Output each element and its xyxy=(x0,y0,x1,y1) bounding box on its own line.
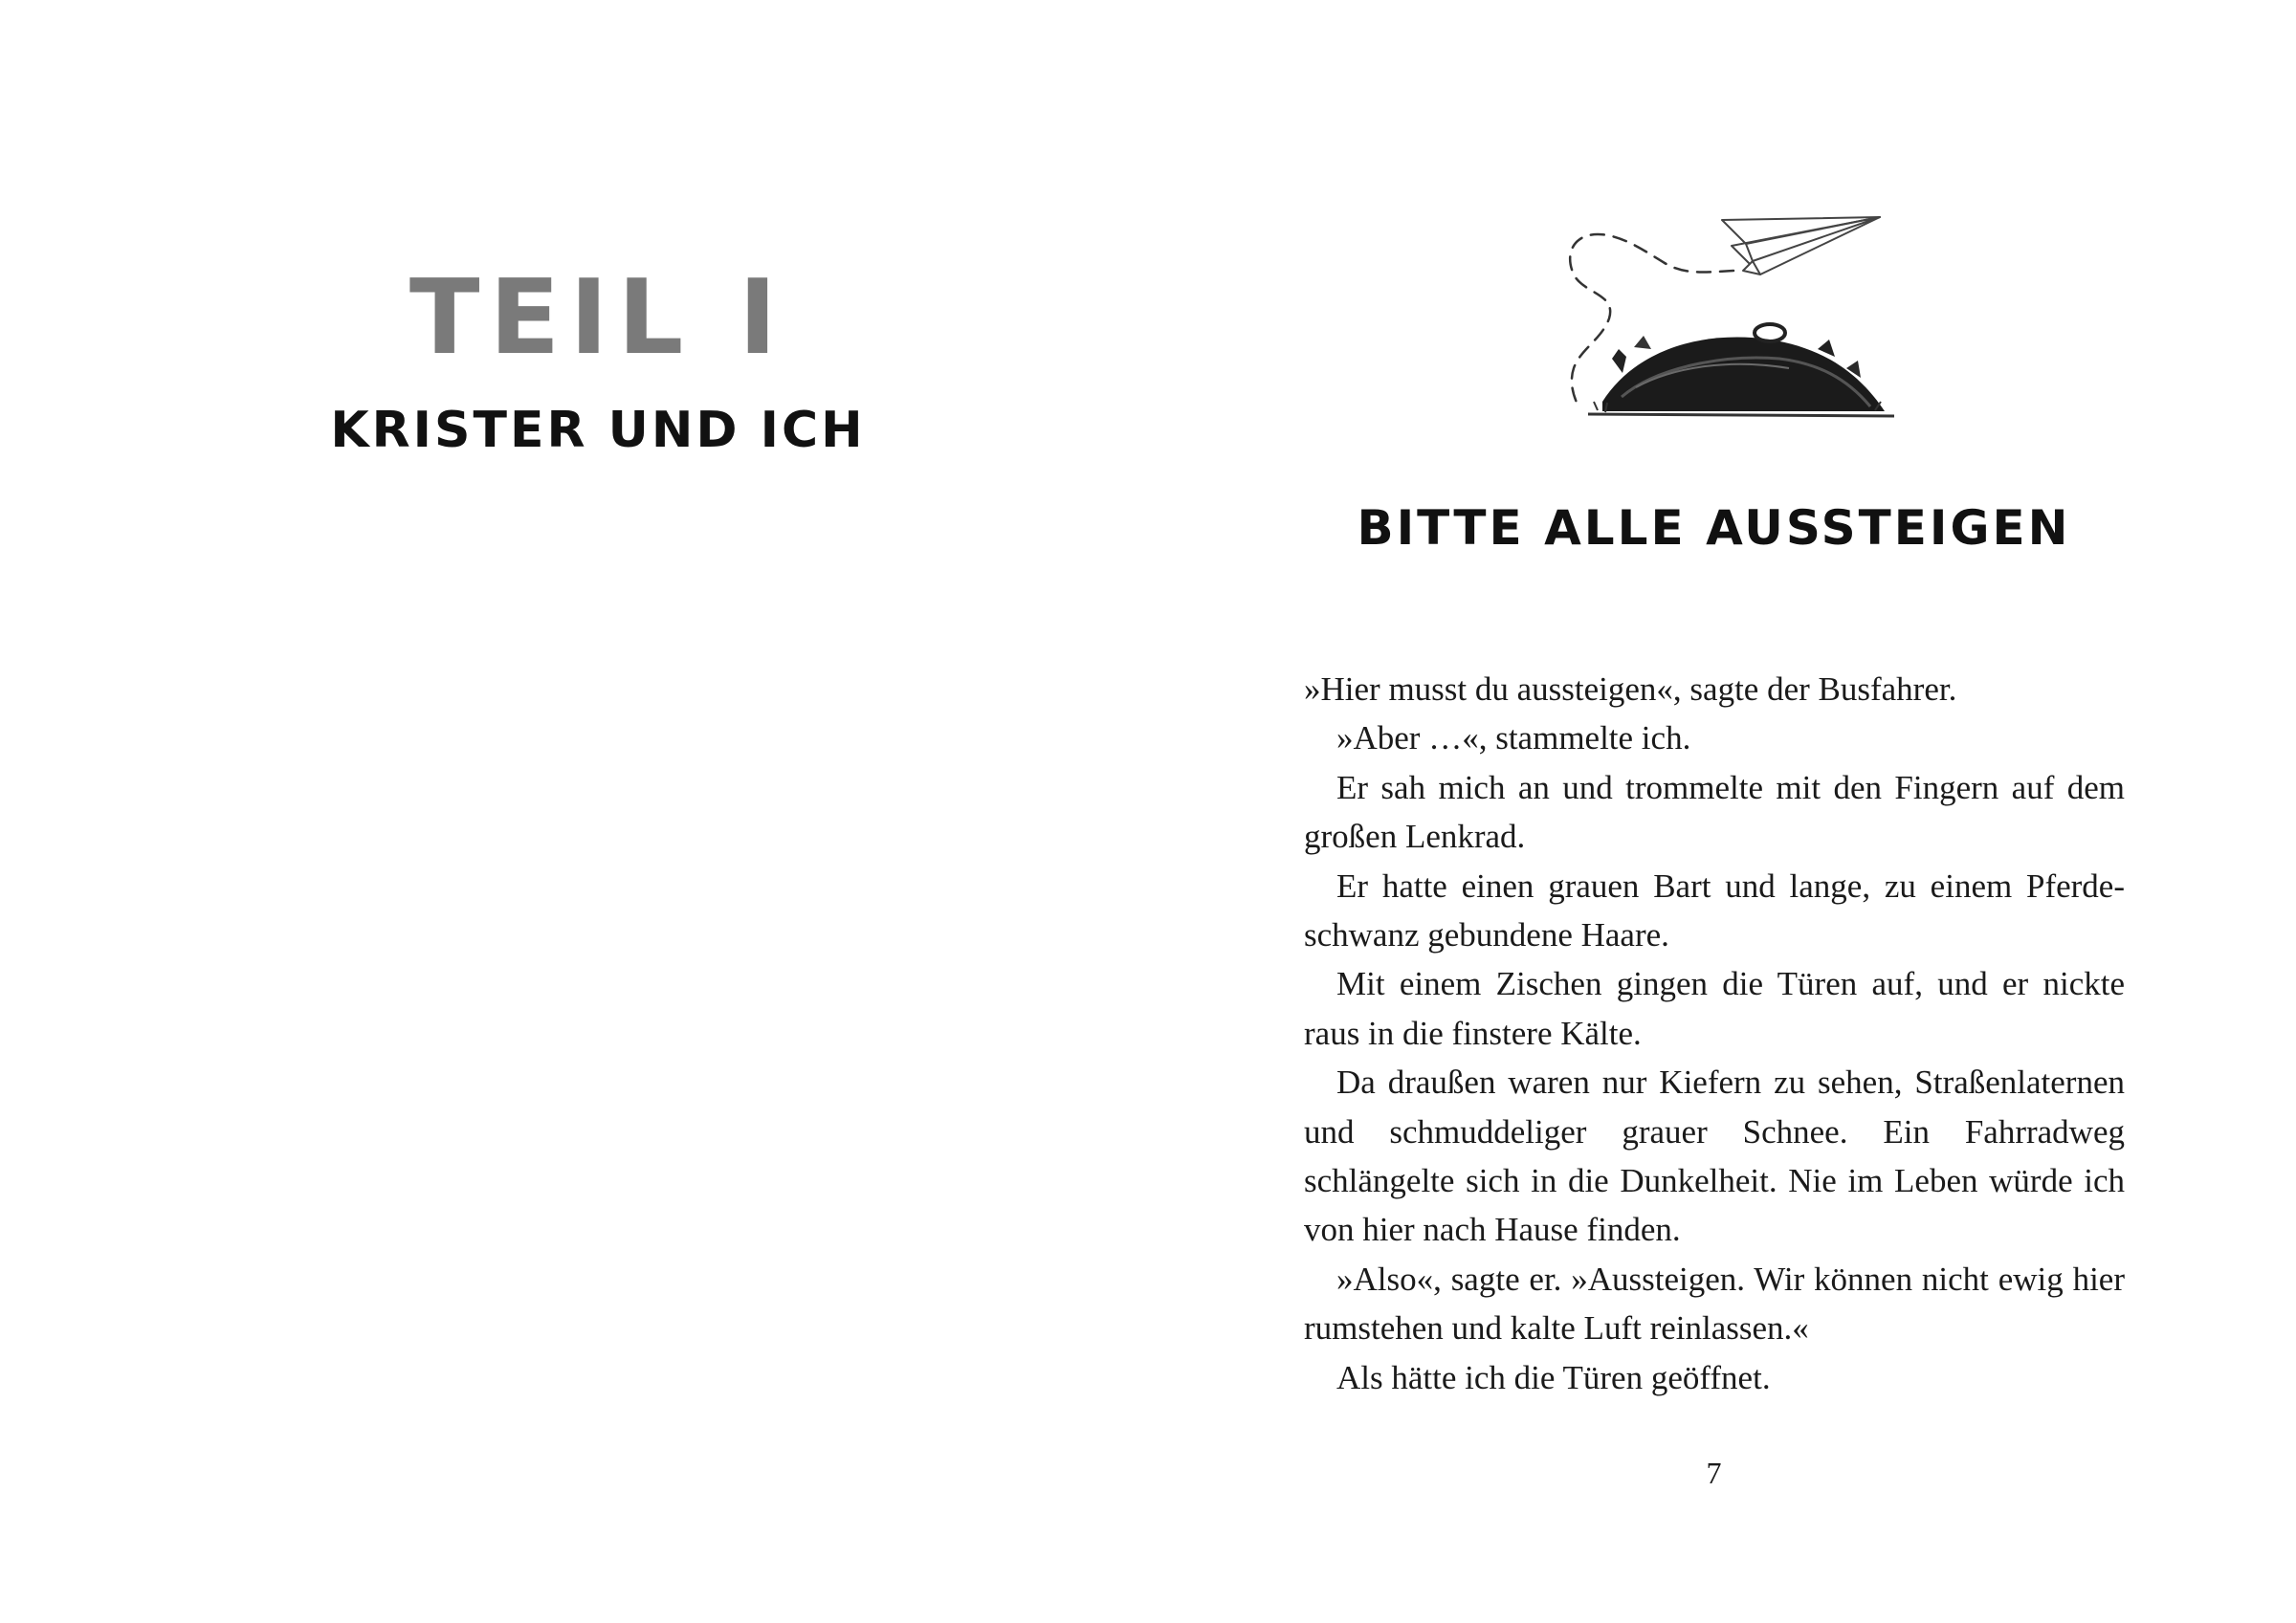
paragraph: »Aber …«, stammelte ich. xyxy=(1336,719,1691,757)
paragraph: Mit einem Zischen gingen die Türen auf, und er nickte raus in die finstere Kälte. xyxy=(1304,965,2125,1052)
paragraph: Er hatte einen grauen Bart und lange, zu einem Pferdeschwanz gebundene Haare. xyxy=(1304,866,2125,954)
paper-plane-over-mound-icon xyxy=(1531,206,1932,430)
mound-icon xyxy=(1588,324,1894,416)
chapter-title: BITTE ALLE AUSSTEIGEN xyxy=(1357,500,2071,556)
paragraph: Er sah mich an und trommelte mit den Fingern auf dem großen Lenkrad. xyxy=(1304,768,2125,856)
chapter-body xyxy=(1304,665,2125,1402)
part-title: KRISTER UND ICH xyxy=(330,402,866,459)
paper-plane-icon xyxy=(1722,217,1880,274)
part-label: TEIL I xyxy=(408,258,787,378)
paragraph: Da draußen waren nur Kiefern zu sehen, Straßenlaternen und schmuddeliger grauer Schnee. Ein Fahrradweg schlängelte sich in die Dunkelheit. Nie im Leben würde ich von hier nach Hause finden. xyxy=(1304,1064,2125,1249)
page-number: 7 xyxy=(1706,1456,1722,1490)
right-page xyxy=(1148,0,2296,1623)
paragraph: »Also«, sagte er. »Aussteigen. Wir können nicht ewig hier rumstehen und kalte Luft reinlassen.« xyxy=(1304,1260,2125,1348)
paragraph: Als hätte ich die Türen geöffnet. xyxy=(1336,1358,1771,1396)
paragraph: »Hier musst du aussteigen«, sagte der Busfahrer. xyxy=(1304,670,1957,708)
